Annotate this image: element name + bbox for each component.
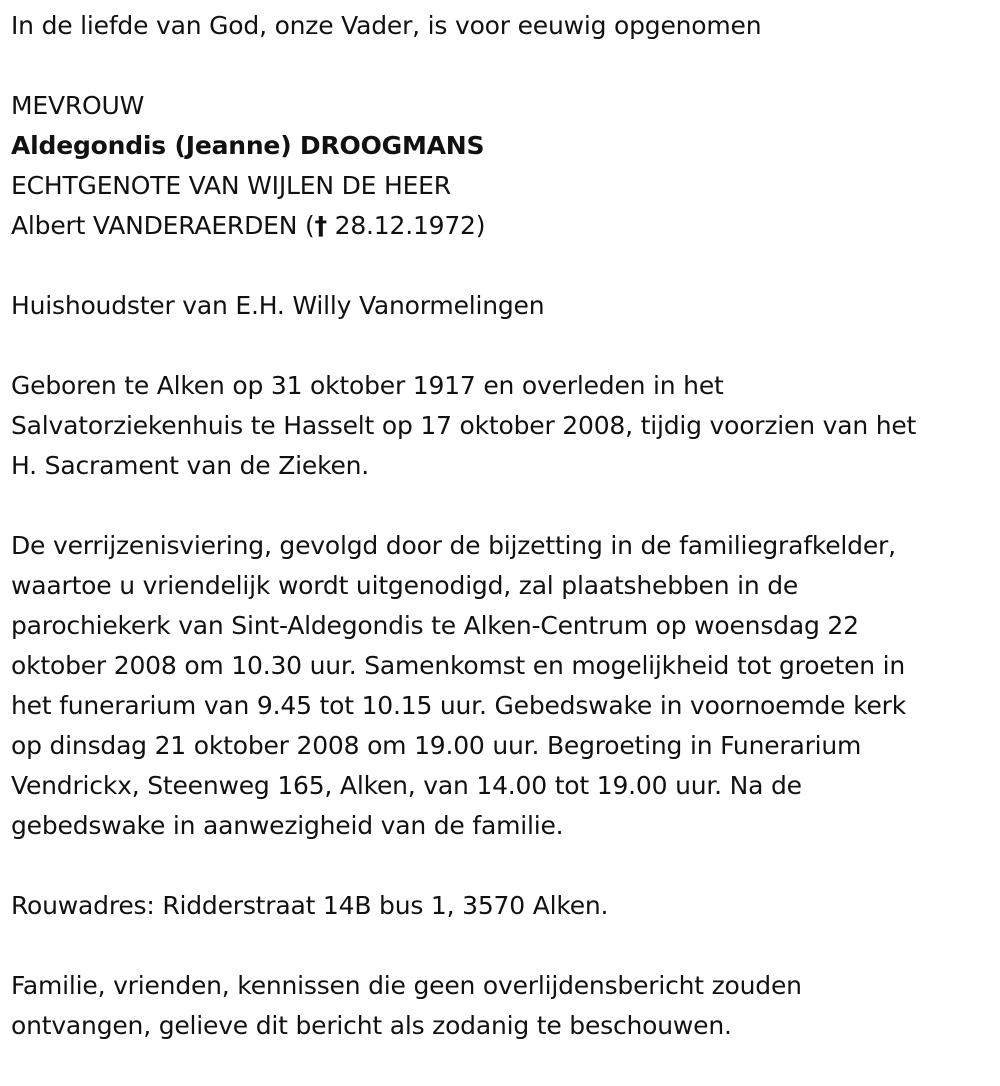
paragraph-line: Vendrickx, Steenweg 165, Alken, van 14.00 tot 19.00 uur. Na de (11, 771, 802, 800)
spacer (11, 486, 989, 526)
paragraph-line: Salvatorziekenhuis te Hasselt op 17 oktober 2008, tijdig voorzien van het (11, 411, 917, 440)
spacer (11, 326, 989, 366)
spouse-death-date: 28.12.1972) (326, 211, 486, 240)
deceased-name: Aldegondis (Jeanne) DROOGMANS (11, 131, 485, 160)
closing-paragraph (11, 966, 989, 1046)
spacer (11, 926, 989, 966)
paragraph-line: het funerarium van 9.45 tot 10.15 uur. Gebedswake in voornoemde kerk (11, 691, 906, 720)
spacer (11, 46, 989, 86)
title-prefix: MEVROUW (11, 91, 145, 120)
ceremony-paragraph (11, 526, 989, 846)
spacer (11, 246, 989, 286)
paragraph-line: waartoe u vriendelijk wordt uitgenodigd, zal plaatshebben in de (11, 571, 799, 600)
spouse-name: Albert VANDERAERDEN ( (11, 211, 315, 240)
paragraph-line: ontvangen, gelieve dit bericht als zodanig te beschouwen. (11, 1011, 732, 1040)
occupation-line: Huishoudster van E.H. Willy Vanormelingen (11, 291, 545, 320)
relation-line: ECHTGENOTE VAN WIJLEN DE HEER (11, 171, 451, 200)
paragraph-line: gebedswake in aanwezigheid van de familie. (11, 811, 564, 840)
intro-line: In de liefde van God, onze Vader, is voor eeuwig opgenomen (11, 11, 762, 40)
spacer (11, 846, 989, 886)
paragraph-line: H. Sacrament van de Zieken. (11, 451, 370, 480)
paragraph-line: Familie, vrienden, kennissen die geen overlijdensbericht zouden (11, 971, 802, 1000)
paragraph-line: Geboren te Alken op 31 oktober 1917 en overleden in het (11, 371, 724, 400)
address-line: Rouwadres: Ridderstraat 14B bus 1, 3570 Alken. (11, 891, 609, 920)
paragraph-line: De verrijzenisviering, gevolgd door de bijzetting in de familiegrafkelder, (11, 531, 896, 560)
cross-icon: † (314, 211, 327, 240)
paragraph-line: oktober 2008 om 10.30 uur. Samenkomst en mogelijkheid tot groeten in (11, 651, 906, 680)
spouse-line (11, 206, 989, 246)
paragraph-line: op dinsdag 21 oktober 2008 om 19.00 uur. Begroeting in Funerarium (11, 731, 862, 760)
birth-paragraph (11, 366, 989, 486)
paragraph-line: parochiekerk van Sint-Aldegondis te Alken-Centrum op woensdag 22 (11, 611, 859, 640)
